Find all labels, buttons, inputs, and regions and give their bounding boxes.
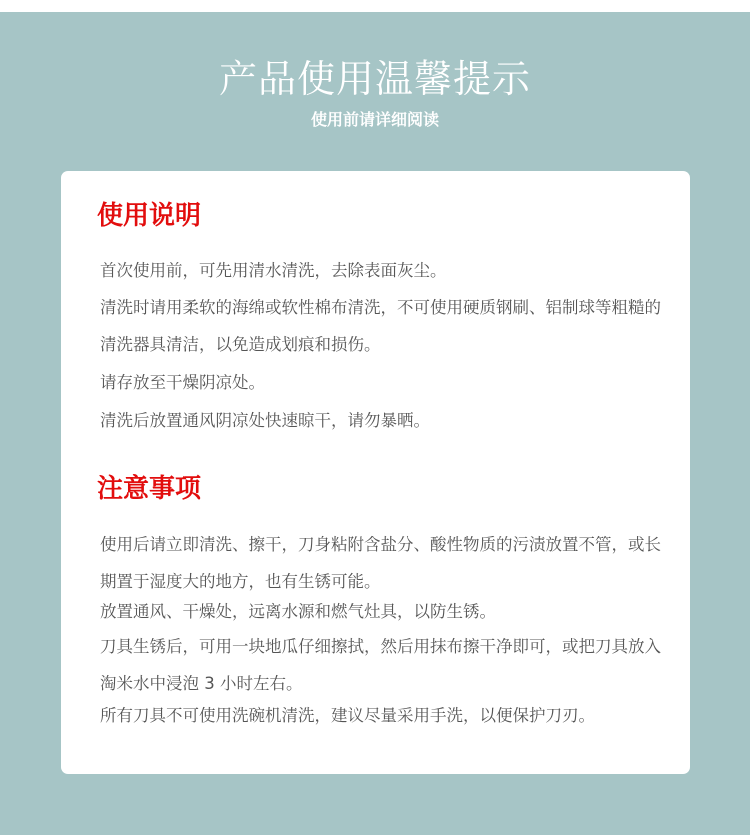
usage-paragraph: 清洗后放置通风阴凉处快速晾干，请勿暴晒。 — [100, 411, 430, 430]
precaution-paragraph: 使用后请立即清洗、擦干，刀身粘附含盐分、酸性物质的污渍放置不管，或长期置于湿度大的地方，也有生锈可能。 — [100, 535, 661, 591]
section-heading-usage: 使用说明 — [97, 201, 202, 231]
instructions-card — [61, 171, 690, 774]
page-subtitle: 使用前请详细阅读 — [310, 110, 439, 129]
precaution-paragraph: 刀具生锈后，可用一块地瓜仔细擦拭，然后用抹布擦干净即可，或把刀具放入淘米水中浸泡 3 小时左右。 — [100, 637, 661, 693]
precaution-paragraph: 放置通风、干燥处，远离水源和燃气灶具，以防生锈。 — [100, 602, 496, 621]
usage-paragraph: 清洗时请用柔软的海绵或软性棉布清洗，不可使用硬质钢刷、铝制球等粗糙的清洗器具清洁，以免造成划痕和损伤。 — [100, 298, 661, 354]
page-title: 产品使用温馨提示 — [218, 57, 531, 101]
section-heading-precautions: 注意事项 — [97, 474, 202, 504]
precaution-paragraph: 所有刀具不可使用洗碗机清洗，建议尽量采用手洗，以便保护刀刃。 — [100, 706, 595, 725]
usage-paragraph: 首次使用前，可先用清水清洗，去除表面灰尘。 — [100, 261, 447, 280]
usage-paragraph: 请存放至干燥阴凉处。 — [100, 373, 265, 392]
